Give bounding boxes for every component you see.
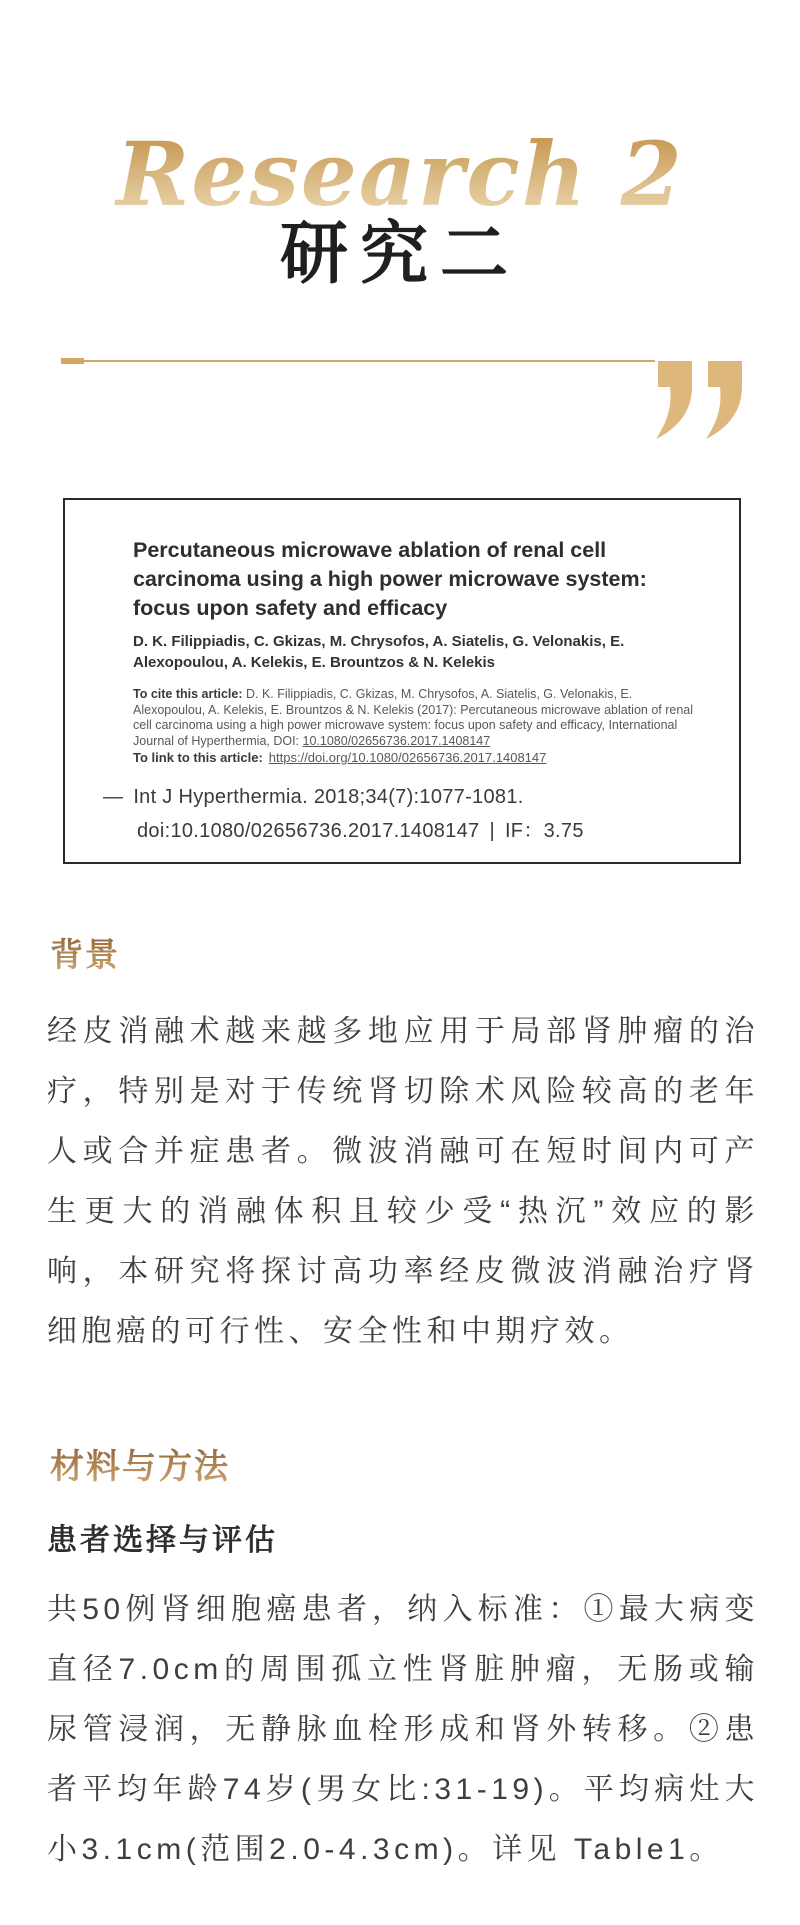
reference-dash: — bbox=[103, 786, 124, 808]
article-url-link[interactable]: https://doi.org/10.1080/02656736.2017.1408147 bbox=[268, 750, 547, 765]
methods-paragraph: 共50例肾细胞癌患者，纳入标准：①最大病变直径7.0cm的周围孤立性肾脏肿瘤，无肠或输尿管浸润，无静脉血栓形成和肾外转移。②患者平均年龄74岁(男女比:31-19)。平均病灶大小3.1cm(范围2.0-4.3cm)。详见 Table1。 bbox=[47, 1593, 759, 1866]
doi-value: doi:10.1080/02656736.2017.1408147 bbox=[137, 820, 480, 842]
journal-reference bbox=[103, 784, 723, 810]
impact-factor: IF：3.75 bbox=[504, 820, 584, 842]
methods-heading: 材料与方法 bbox=[50, 1447, 230, 1489]
background-heading: 背景 bbox=[50, 938, 120, 974]
cite-doi-link[interactable]: 10.1080/02656736.2017.1408147 bbox=[302, 733, 491, 748]
doi-line bbox=[137, 818, 737, 844]
methods-subheading: 患者选择与评估 bbox=[47, 1524, 278, 1557]
citation-card bbox=[63, 498, 741, 864]
section-cn-title: 研究二 bbox=[279, 216, 520, 292]
cite-text: D. K. Filippiadis, C. Gkizas, M. Chrysofos, A. Siatelis, G. Velonakis, E. Alexopoulou, A. Kelekis, E. Brountzos & N. Kelekis (2017): Percutaneous microwave ablation of renal cell carcinoma using a high power microwave system: focus upon safety and efficacy, International Journal of Hyperthermia, DOI: bbox=[133, 687, 694, 748]
cite-paragraph bbox=[133, 687, 699, 749]
section-script-title: Research 2 bbox=[0, 128, 800, 220]
divider-line bbox=[61, 360, 655, 362]
link-label: To link to this article: bbox=[133, 750, 263, 765]
doi-separator: | bbox=[489, 820, 495, 842]
background-paragraph: 经皮消融术越来越多地应用于局部肾肿瘤的治疗，特别是对于传统肾切除术风险较高的老年人或合并症患者。微波消融可在短时间内可产生更大的消融体积且较少受“热沉”效应的影响，本研究将探讨高功率经皮微波消融治疗肾细胞癌的可行性、安全性和中期疗效。 bbox=[47, 1015, 759, 1348]
journal-name: Int J Hyperthermia. 2018;34(7):1077-1081. bbox=[133, 786, 524, 808]
cite-label: To cite this article: bbox=[133, 687, 243, 701]
link-paragraph bbox=[133, 750, 699, 766]
paper-title: Percutaneous microwave ablation of renal cell carcinoma using a high power microwave system: focus upon safety and efficacy bbox=[133, 538, 647, 620]
paper-authors: D. K. Filippiadis, C. Gkizas, M. Chrysofos, A. Siatelis, G. Velonakis, E. Alexopoulou, A. Kelekis, E. Brountzos & N. Kelekis bbox=[133, 633, 625, 671]
quote-mark-icon bbox=[652, 361, 744, 439]
